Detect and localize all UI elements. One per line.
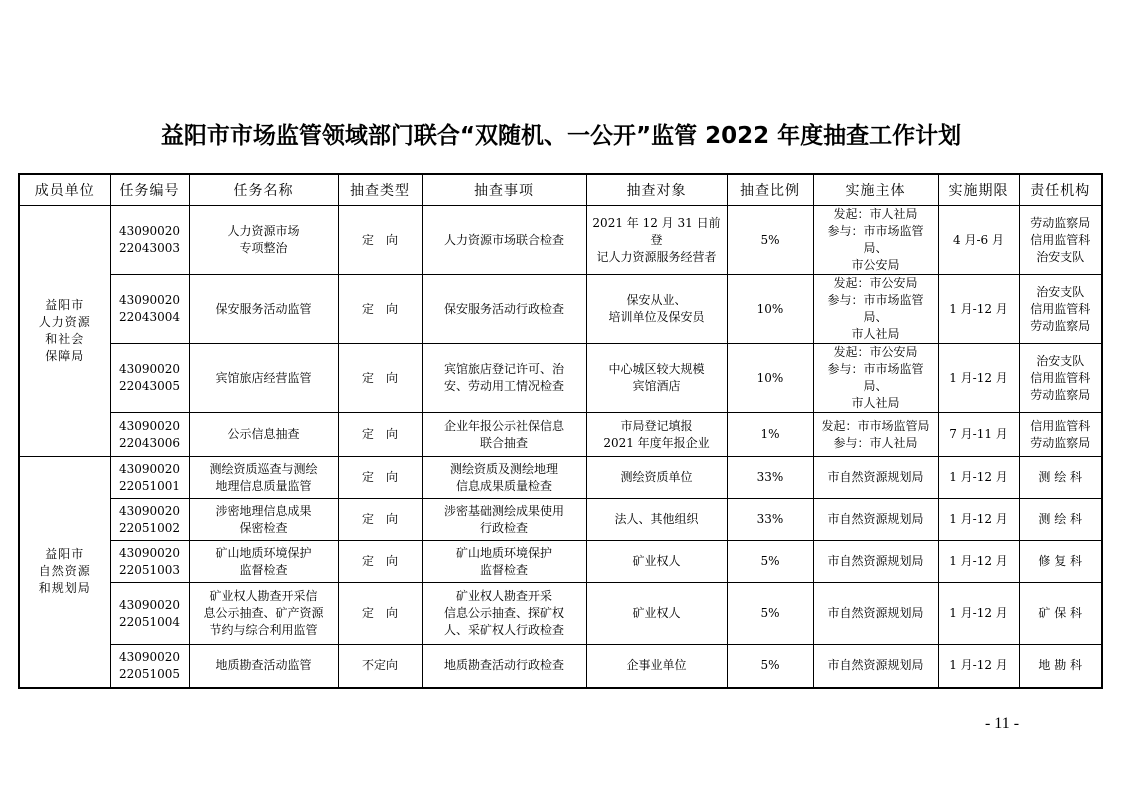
period-cell: 1 月-12 月 [938,344,1019,413]
task-name-cell-line: 专项整治 [239,241,288,255]
task-name-cell [189,583,338,645]
task-code-cell-line: 43090020 [118,545,181,560]
responsible-org-cell-line: 治安支队 [1036,284,1085,299]
responsible-org-cell-line: 测 绘 科 [1038,512,1083,526]
implementer-cell-line: 市自然资源规划局 [827,606,924,620]
check-type-cell: 定 向 [338,457,422,499]
responsible-org-cell-line: 治安支队 [1036,353,1085,368]
task-name-cell-line: 保安服务活动监管 [215,301,312,316]
member-unit-cell [19,457,110,688]
table-row [19,413,1102,457]
responsible-org-cell-line: 矿 保 科 [1038,606,1083,620]
task-name-cell [189,413,338,457]
task-code-cell-line: 43090020 [118,293,181,307]
check-ratio-cell: 1% [727,413,813,457]
check-object-cell-line: 保安从业、 [626,293,687,307]
table-row [19,541,1102,583]
check-object-cell [586,413,727,457]
table-row [19,344,1102,413]
check-object-cell-line: 矿业权人 [632,554,681,568]
implementer-cell-line: 市人社局 [851,327,900,341]
responsible-org-cell-line: 劳动监察局 [1030,387,1091,402]
period-cell: 1 月-12 月 [938,499,1019,541]
task-name-cell-line: 矿业权人勘查开采信 [209,589,318,603]
implementer-cell-line: 发起：市公安局 [833,345,918,359]
responsible-org-cell-line: 地 勘 科 [1038,658,1083,673]
implementer-cell-line: 参与：市市场监管局、 [827,362,924,393]
period-cell: 1 月-12 月 [938,275,1019,344]
check-object-cell-line: 培训单位及保安员 [608,310,705,324]
check-object-cell-line: 矿业权人 [632,606,681,620]
implementer-cell [813,645,938,688]
task-code-cell-line: 22051003 [118,562,181,577]
task-name-cell-line: 涉密地理信息成果 [215,503,312,518]
task-name-cell [189,499,338,541]
table-row [19,206,1102,275]
task-code-cell-line: 22043004 [118,310,181,324]
header-cell: 责任机构 [1019,174,1102,206]
task-name-cell [189,645,338,688]
header-cell: 抽查事项 [422,174,586,206]
header-cell: 抽查对象 [586,174,727,206]
check-object-cell-line: 2021 年度年报企业 [603,435,710,450]
responsible-org-cell-line: 信用监管科 [1030,418,1091,433]
implementer-cell-line: 发起：市人社局 [833,207,918,221]
check-object-cell-line: 记人力资源服务经营者 [596,249,717,264]
responsible-org-cell [1019,583,1102,645]
check-object-cell-line: 市局登记填报 [620,418,693,433]
table-row [19,457,1102,499]
task-name-cell-line: 宾馆旅店经营监管 [215,370,312,385]
check-object-cell-line: 企事业单位 [626,658,687,673]
task-code-cell-line: 22051001 [118,478,181,493]
task-name-cell [189,275,338,344]
task-code-cell-line: 22043006 [118,435,181,450]
period-cell: 1 月-12 月 [938,541,1019,583]
period-cell: 1 月-12 月 [938,583,1019,645]
check-object-cell-line: 宾馆酒店 [632,379,681,393]
check-object-cell [586,583,727,645]
check-matter-cell-line: 行政检查 [479,520,528,535]
task-code-cell-line: 22043003 [118,241,181,255]
check-matter-cell-line: 企业年报公示社保信息 [443,418,564,433]
check-matter-cell [422,499,586,541]
task-code-cell-line: 22051002 [118,520,181,535]
header-row [19,174,1102,206]
task-code-cell [110,541,189,583]
header-cell: 任务名称 [189,174,338,206]
table-row [19,645,1102,688]
responsible-org-cell-line: 治安支队 [1036,249,1085,264]
implementer-cell-line: 市自然资源规划局 [827,512,924,526]
implementer-cell-line: 参与：市人社局 [833,435,918,450]
member-unit-cell-line: 和规划局 [38,581,91,596]
header-cell: 抽查类型 [338,174,422,206]
check-matter-cell-line: 人、采矿权人行政检查 [443,623,564,637]
implementer-cell-line: 市自然资源规划局 [827,658,924,673]
task-code-cell [110,275,189,344]
responsible-org-cell [1019,541,1102,583]
header-cell: 成员单位 [19,174,110,206]
check-type-cell: 定 向 [338,583,422,645]
check-object-cell [586,645,727,688]
check-ratio-cell: 5% [727,541,813,583]
check-matter-cell-line: 监督检查 [479,562,528,577]
implementer-cell [813,275,938,344]
check-matter-cell [422,583,586,645]
check-matter-cell-line: 信息公示抽查、探矿权 [443,606,564,620]
task-code-cell-line: 43090020 [118,503,181,518]
check-matter-cell [422,645,586,688]
table-row [19,583,1102,645]
responsible-org-cell-line: 修 复 科 [1038,554,1083,568]
responsible-org-cell [1019,645,1102,688]
check-type-cell: 定 向 [338,499,422,541]
header-cell: 任务编号 [110,174,189,206]
task-name-cell-line: 公示信息抽查 [227,427,300,441]
responsible-org-cell-line: 劳动监察局 [1030,215,1091,230]
check-ratio-cell: 5% [727,583,813,645]
implementer-cell-line: 参与：市市场监管局、 [827,293,924,324]
header-cell: 抽查比例 [727,174,813,206]
responsible-org-cell [1019,457,1102,499]
period-cell: 1 月-12 月 [938,457,1019,499]
responsible-org-cell-line: 劳动监察局 [1030,318,1091,333]
check-ratio-cell: 5% [727,206,813,275]
header-cell: 实施主体 [813,174,938,206]
implementer-cell-line: 市公安局 [851,258,900,272]
check-matter-cell [422,206,586,275]
task-name-cell-line: 矿山地质环境保护 [215,545,312,560]
task-name-cell-line: 节约与综合利用监管 [209,623,318,637]
implementer-cell [813,583,938,645]
implementer-cell [813,413,938,457]
check-ratio-cell: 10% [727,275,813,344]
page-title: 益阳市市场监管领域部门联合“双随机、一公开”监管 2022 年度抽查工作计划 [160,123,962,149]
task-code-cell-line: 43090020 [118,461,181,476]
check-object-cell-line: 2021 年 12 月 31 日前登 [592,215,721,247]
task-name-cell [189,206,338,275]
implementer-cell-line: 市自然资源规划局 [827,470,924,484]
check-ratio-cell: 33% [727,457,813,499]
responsible-org-cell [1019,344,1102,413]
task-name-cell-line: 息公示抽查、矿产资源 [203,606,324,620]
check-object-cell [586,541,727,583]
responsible-org-cell-line: 测 绘 科 [1038,470,1083,484]
task-code-cell-line: 22051004 [118,614,181,629]
table-row [19,275,1102,344]
member-unit-cell-line: 益阳市 [45,547,85,562]
member-unit-cell-line: 和社会 [45,332,85,346]
check-matter-cell [422,457,586,499]
implementer-cell-line: 发起：市公安局 [833,276,918,290]
check-matter-cell [422,541,586,583]
check-matter-cell-line: 人力资源市场联合检查 [443,232,564,247]
implementer-cell-line: 市人社局 [851,396,900,410]
member-unit-cell-line: 保障局 [45,349,85,363]
header-cell: 实施期限 [938,174,1019,206]
table-body [19,206,1102,688]
task-code-cell [110,344,189,413]
task-code-cell [110,645,189,688]
implementer-cell-line: 参与：市市场监管局、 [827,224,924,255]
responsible-org-cell-line: 劳动监察局 [1030,435,1091,450]
task-code-cell-line: 43090020 [118,597,181,612]
check-type-cell: 定 向 [338,344,422,413]
check-matter-cell-line: 信息成果质量检查 [455,478,552,493]
check-ratio-cell: 10% [727,344,813,413]
task-code-cell [110,413,189,457]
task-name-cell [189,541,338,583]
responsible-org-cell-line: 信用监管科 [1030,232,1091,247]
implementer-cell-line: 市自然资源规划局 [827,554,924,568]
check-object-cell [586,344,727,413]
check-matter-cell-line: 联合抽查 [479,435,528,450]
responsible-org-cell [1019,275,1102,344]
check-type-cell: 定 向 [338,206,422,275]
check-matter-cell-line: 矿山地质环境保护 [455,545,552,560]
check-object-cell [586,499,727,541]
responsible-org-cell-line: 信用监管科 [1030,301,1091,316]
implementer-cell [813,206,938,275]
check-matter-cell-line: 保安服务活动行政检查 [443,301,564,316]
task-code-cell-line: 43090020 [118,224,181,238]
check-type-cell: 定 向 [338,413,422,457]
task-code-cell-line: 22043005 [118,379,181,393]
member-unit-cell [19,206,110,457]
check-matter-cell-line: 地质勘查活动行政检查 [443,658,564,673]
task-name-cell-line: 监督检查 [239,562,288,577]
check-matter-cell-line: 宾馆旅店登记许可、治 [443,362,564,376]
check-ratio-cell: 33% [727,499,813,541]
period-cell: 7 月-11 月 [938,413,1019,457]
check-matter-cell-line: 安、劳动用工情况检查 [443,379,564,393]
task-name-cell-line: 保密检查 [239,520,288,535]
check-object-cell [586,457,727,499]
period-cell: 1 月-12 月 [938,645,1019,688]
task-code-cell [110,499,189,541]
task-name-cell [189,344,338,413]
check-object-cell [586,206,727,275]
check-matter-cell-line: 矿业权人勘查开采 [455,589,552,603]
check-type-cell: 定 向 [338,541,422,583]
member-unit-cell-line: 自然资源 [38,564,91,579]
check-matter-cell [422,413,586,457]
member-unit-cell-line: 益阳市 [45,298,85,312]
task-code-cell [110,583,189,645]
responsible-org-cell-line: 信用监管科 [1030,370,1091,385]
task-name-cell-line: 地理信息质量监管 [215,478,312,493]
task-code-cell-line: 43090020 [118,649,181,664]
check-object-cell [586,275,727,344]
check-object-cell-line: 法人、其他组织 [614,512,699,526]
responsible-org-cell [1019,206,1102,275]
check-object-cell-line: 测绘资质单位 [620,470,693,484]
implementer-cell-line: 发起：市市场监管局 [821,418,930,433]
responsible-org-cell [1019,413,1102,457]
task-name-cell-line: 测绘资质巡查与测绘 [209,461,318,476]
task-code-cell-line: 22051005 [118,666,181,681]
plan-table [18,173,1103,689]
task-name-cell-line: 地质勘查活动监管 [215,658,312,673]
implementer-cell [813,344,938,413]
task-name-cell [189,457,338,499]
check-ratio-cell: 5% [727,645,813,688]
implementer-cell [813,457,938,499]
implementer-cell [813,499,938,541]
task-code-cell-line: 43090020 [118,418,181,433]
check-matter-cell [422,344,586,413]
check-matter-cell-line: 测绘资质及测绘地理 [449,461,558,476]
check-type-cell: 不定向 [338,645,422,688]
period-cell: 4 月-6 月 [938,206,1019,275]
check-object-cell-line: 中心城区较大规模 [608,362,705,376]
page-number: - 11 - [984,715,1020,732]
implementer-cell [813,541,938,583]
member-unit-cell-line: 人力资源 [38,315,91,329]
task-name-cell-line: 人力资源市场 [227,224,300,238]
check-type-cell: 定 向 [338,275,422,344]
task-code-cell [110,457,189,499]
responsible-org-cell [1019,499,1102,541]
check-matter-cell [422,275,586,344]
check-matter-cell-line: 涉密基础测绘成果使用 [443,503,564,518]
task-code-cell [110,206,189,275]
task-code-cell-line: 43090020 [118,362,181,376]
table-row [19,499,1102,541]
